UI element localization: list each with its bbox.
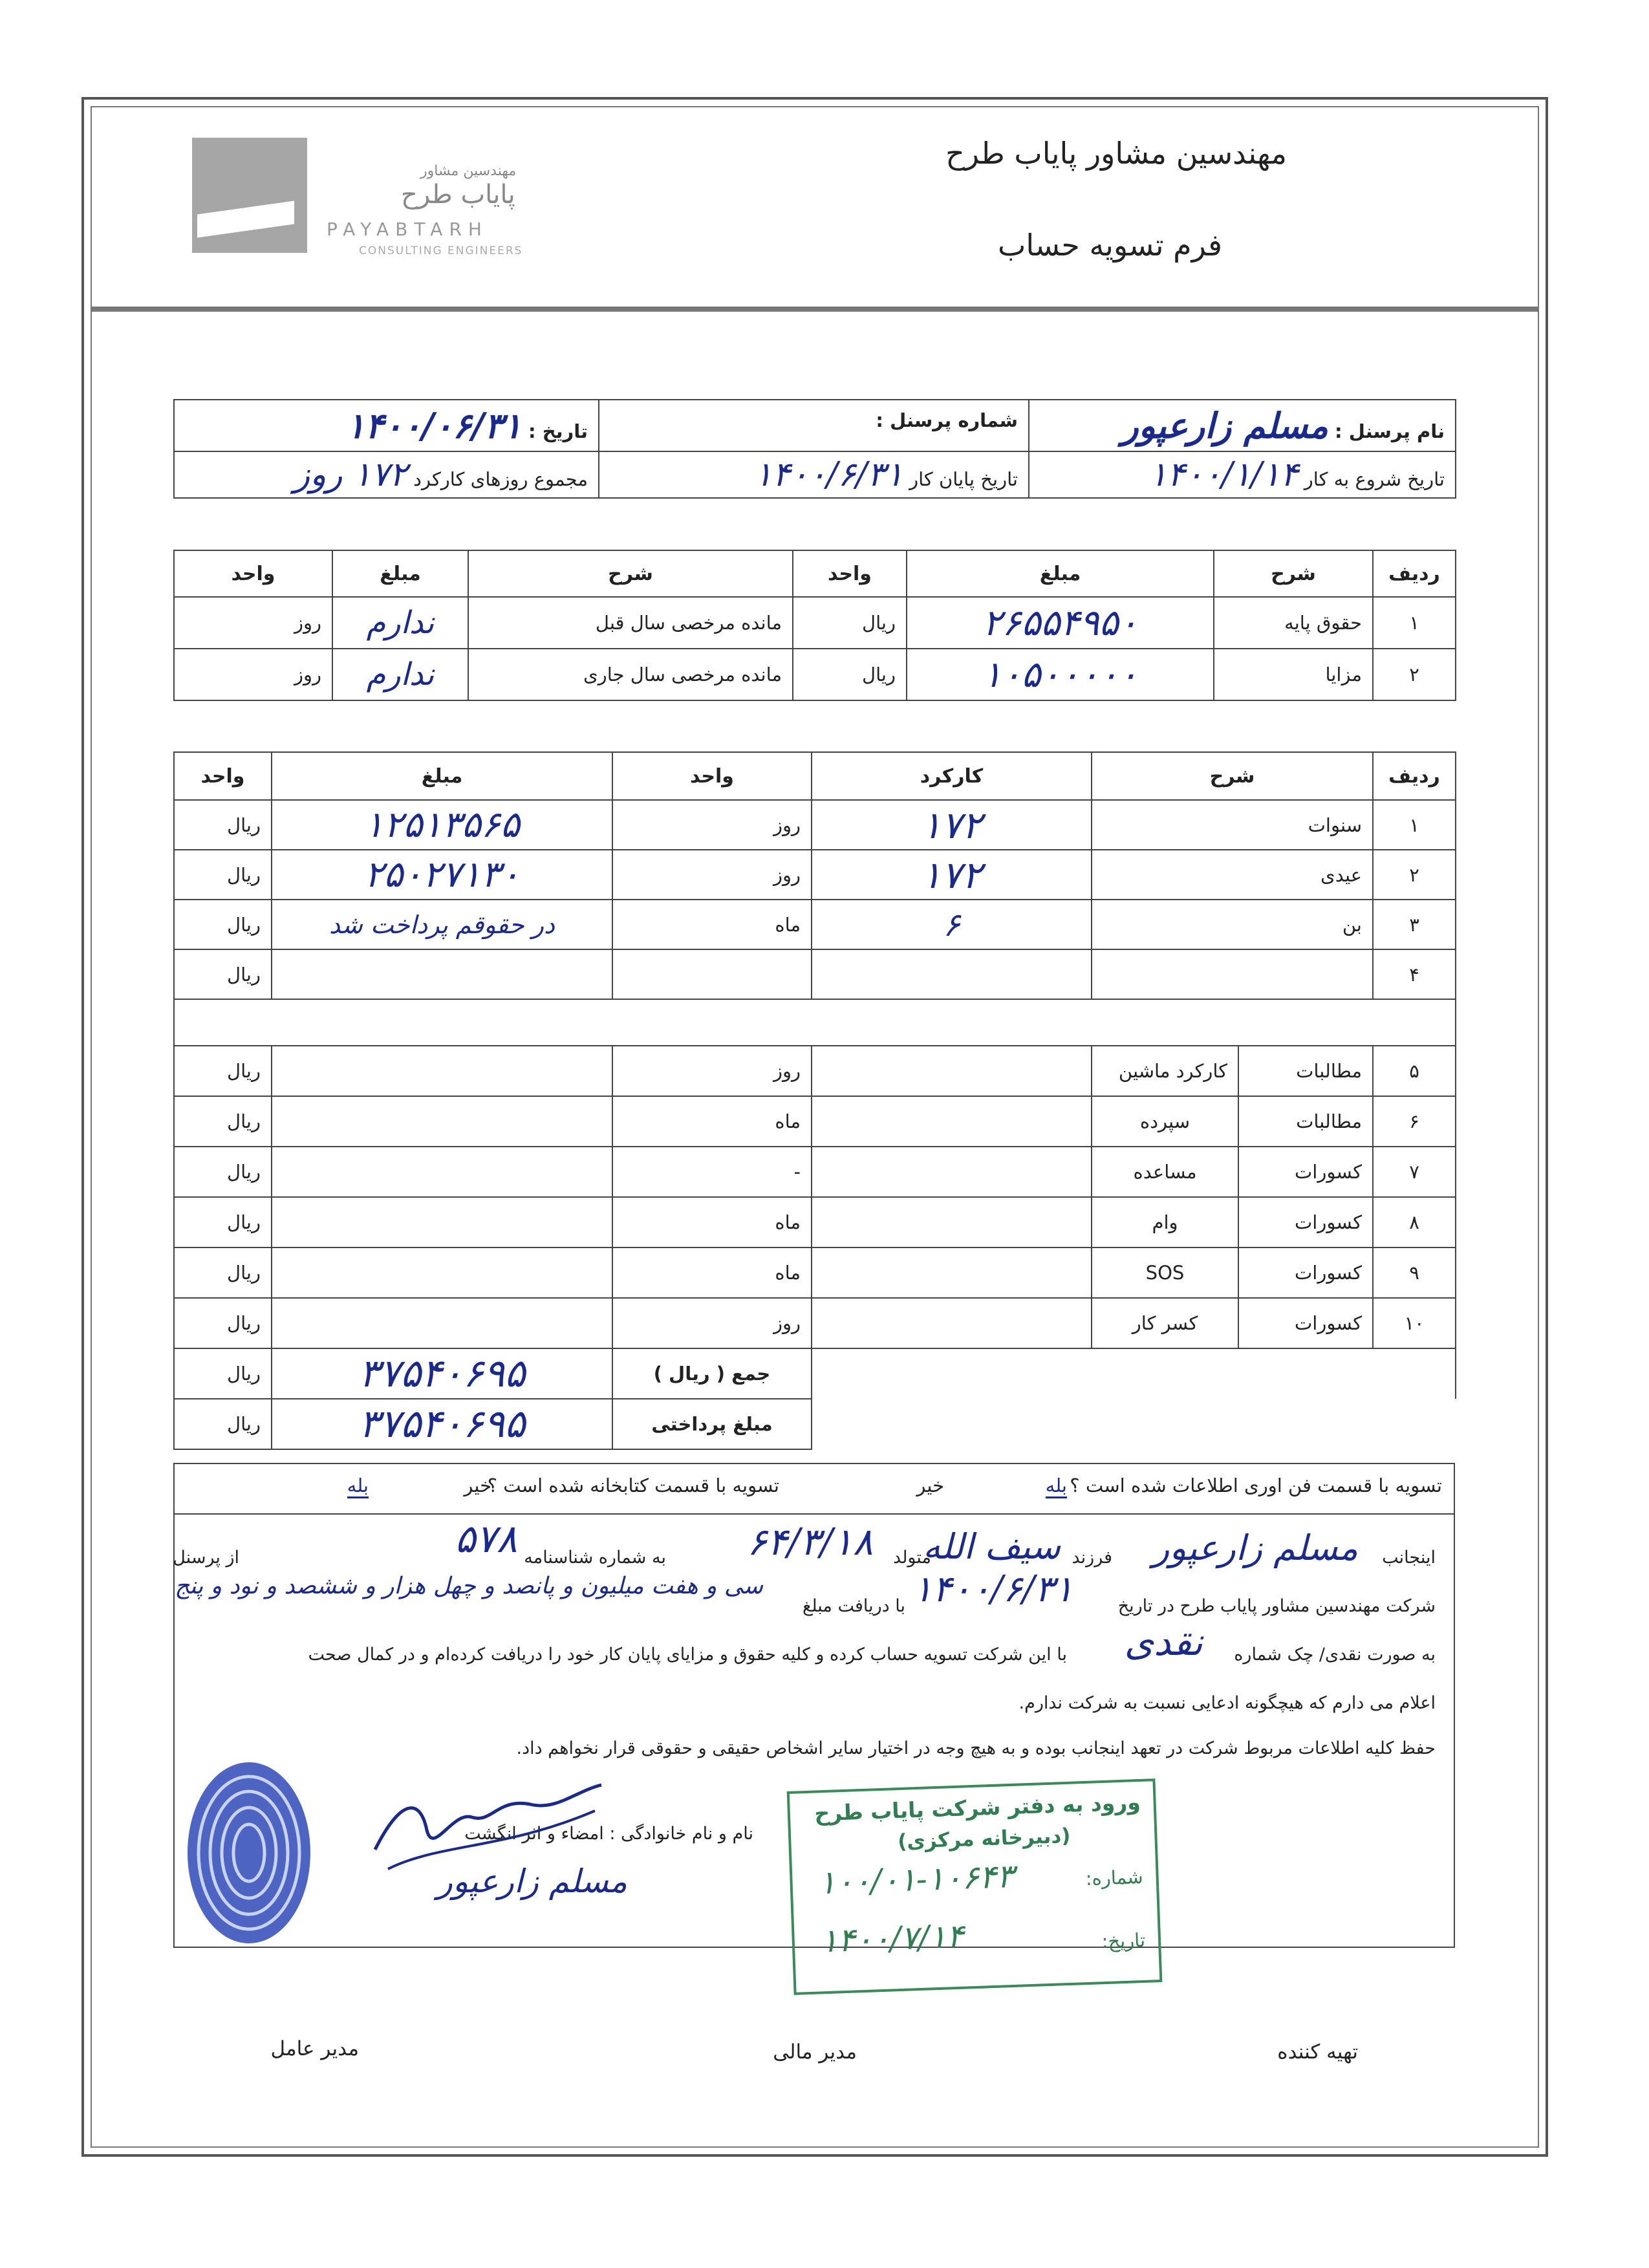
company-name: مهندسین مشاور پایاب طرح [945, 136, 1287, 171]
row-amount [272, 1046, 612, 1096]
row-desc: وام [1092, 1197, 1238, 1247]
row-unit-2: ریال [174, 1298, 272, 1348]
col-header-unit-2: واحد [174, 550, 332, 597]
table-row [174, 1298, 1456, 1348]
row-number: ۱۰ [1373, 1298, 1456, 1348]
father-name-handwritten: سیف الله [923, 1526, 1061, 1567]
start-date-cell [1029, 451, 1456, 498]
date-label: تاریخ : [528, 420, 588, 442]
col-header-amount: مبلغ [907, 550, 1214, 597]
statement-line3-a: به صورت نقدی/ چک شماره [1234, 1645, 1436, 1665]
row-work [812, 1096, 1092, 1147]
employee-name-handwritten: مسلم زارعپور [1152, 1528, 1358, 1568]
row-amount [272, 1197, 612, 1247]
row-work [812, 1197, 1092, 1247]
row-amount: ۱۰۵۰۰۰۰۰ [982, 653, 1138, 696]
row-amount [272, 949, 612, 999]
row-unit: ماه [612, 900, 812, 949]
row-number: ۱ [1373, 597, 1456, 649]
name-label: نام پرسنل : [1335, 420, 1445, 442]
row-unit: ریال [793, 649, 907, 700]
table-row [174, 850, 1456, 900]
row-unit: روز [612, 800, 812, 850]
row-unit-2: ریال [174, 1247, 272, 1298]
total-value: ۳۷۵۴۰۶۹۵ [358, 1351, 526, 1396]
row-unit: ماه [612, 1197, 812, 1247]
row-unit: ماه [612, 1096, 812, 1147]
table-row [174, 900, 1456, 949]
settlement-date-handwritten: ۱۴۰۰/۶/۳۱ [912, 1568, 1073, 1610]
row-unit: ماه [612, 1247, 812, 1298]
signature-label: نام و نام خانوادگی : امضاء و اثر انگشت [464, 1824, 753, 1844]
library-clearance-yes: بله [347, 1474, 369, 1498]
row-desc: مزایا [1214, 649, 1373, 700]
row-unit-2: روز [174, 649, 332, 700]
library-clearance-no: خیر [464, 1474, 491, 1496]
end-date-cell [599, 451, 1029, 498]
row-unit [612, 949, 812, 999]
row-desc: بن [1092, 900, 1373, 949]
row-desc: سنوات [1092, 800, 1373, 850]
personnel-info-table [173, 399, 1456, 499]
row-unit-2: ریال [174, 1197, 272, 1247]
signature-name-handwritten: مسلم زارعپور [436, 1863, 627, 1900]
amount-in-words-handwritten: سی و هفت میلیون و پانصد و چهل هزار و ششصد و نود و پنج [175, 1573, 763, 1599]
work-days-value: ۱۷۲ روز [294, 455, 407, 494]
row-amount: در حقوقم پرداخت شد [329, 910, 555, 939]
row-desc: کارکرد ماشین [1092, 1046, 1238, 1096]
it-clearance-question: تسویه با قسمت فن اوری اطلاعات شده است ؟ [1070, 1474, 1442, 1496]
row-number: ۳ [1373, 900, 1456, 949]
salary-leave-table [173, 550, 1456, 701]
header-section [91, 106, 1539, 312]
row-work [812, 949, 1092, 999]
row-category: مطالبات [1238, 1096, 1373, 1147]
row-unit-2: روز [174, 597, 332, 649]
row-unit: روز [612, 1046, 812, 1096]
start-date-label: تاریخ شروع به کار [1304, 468, 1445, 490]
table-row [174, 1247, 1456, 1298]
statement-line1-b: فرزند [1072, 1548, 1112, 1568]
row-unit-2: ریال [174, 900, 272, 949]
row-number: ۴ [1373, 949, 1456, 999]
id-number-handwritten: ۵۷۸ [455, 1517, 517, 1562]
row-desc: کسر کار [1092, 1298, 1238, 1348]
col-header-amount: مبلغ [272, 752, 612, 800]
personnel-number-label: شماره پرسنل : [876, 409, 1018, 431]
table-row [174, 1046, 1456, 1096]
row-unit: - [612, 1147, 812, 1197]
stamp-date-label: تاریخ: [1101, 1928, 1146, 1953]
paid-label: مبلغ پرداختی [612, 1399, 812, 1449]
work-days-cell [174, 451, 599, 498]
row-desc-2: مانده مرخصی سال قبل [468, 597, 793, 649]
statement-line2-a: شرکت مهندسین مشاور پایاب طرح در تاریخ [1117, 1596, 1436, 1616]
row-amount: ۲۶۵۵۴۹۵۰ [982, 601, 1138, 644]
row-category: کسورات [1238, 1247, 1373, 1298]
name-cell [1029, 400, 1456, 451]
personnel-number-cell [599, 400, 1029, 451]
col-header-unit-2: واحد [174, 752, 272, 800]
name-value: مسلم زارعپور [1121, 405, 1328, 446]
company-logo-icon [192, 138, 307, 253]
work-days-label: مجموع روزهای کارکرد [413, 468, 588, 490]
stamp-number-label: شماره: [1085, 1865, 1144, 1890]
col-header-work: کارکرد [812, 752, 1092, 800]
stamp-number-value: ۱۰۰/۰۱-۱۰۶۴۳ [817, 1857, 1015, 1902]
col-header-unit: واحد [612, 752, 812, 800]
row-desc-2: مانده مرخصی سال جاری [468, 649, 793, 700]
signature-scribble-icon [362, 1772, 608, 1888]
row-work [812, 1046, 1092, 1096]
row-unit-2: ریال [174, 1096, 272, 1147]
registry-stamp [787, 1778, 1163, 1995]
stamp-line2: (دبیرخانه مرکزی) [897, 1824, 1071, 1854]
table-row [174, 597, 1456, 649]
row-amount-2: ندارم [366, 605, 435, 641]
library-clearance-question: تسویه با قسمت کتابخانه شده است ؟ [487, 1474, 779, 1496]
row-work: ۱۷۲ [921, 852, 982, 897]
logo-subtitle: مهندسین مشاور [420, 163, 517, 179]
row-unit-2: ریال [174, 949, 272, 999]
table-row-spacer [174, 999, 1456, 1046]
row-unit-2: ریال [174, 850, 272, 900]
row-work: ۱۷۲ [921, 803, 982, 847]
statement-line1-c: متولد [893, 1548, 931, 1568]
stamp-date-value: ۱۴۰۰/۷/۱۴ [819, 1917, 965, 1960]
col-header-desc: شرح [1092, 752, 1373, 800]
col-header-desc-2: شرح [468, 550, 793, 597]
statement-line5: حفظ کلیه اطلاعات مربوط شرکت در تعهد اینجانب بوده و به هیچ وجه در اختیار سایر اشخاص حقیقی و حقوقی قرار نخواهم داد. [516, 1738, 1436, 1758]
col-header-row: ردیف [1373, 752, 1456, 800]
settlement-table [173, 751, 1456, 1450]
statement-line2-b: با دریافت مبلغ [802, 1596, 905, 1616]
end-date-label: تاریخ پایان کار [909, 468, 1018, 490]
table-row [174, 949, 1456, 999]
statement-line1-a: اینجانب [1382, 1548, 1436, 1568]
row-unit: ریال [793, 597, 907, 649]
row-number: ۲ [1373, 649, 1456, 700]
table-row [174, 800, 1456, 850]
row-amount [272, 1147, 612, 1197]
row-desc: SOS [1092, 1247, 1238, 1298]
row-unit: روز [612, 1298, 812, 1348]
col-header-unit: واحد [793, 550, 907, 597]
total-row [174, 1348, 1456, 1399]
row-unit: روز [612, 850, 812, 900]
fingerprint-icon [184, 1759, 314, 1947]
statement-line1-e: از پرسنل [173, 1548, 239, 1568]
logo-english-subtitle: CONSULTING ENGINEERS [359, 244, 523, 257]
ceo-label: مدیر عامل [270, 2037, 359, 2060]
row-desc: عیدی [1092, 850, 1373, 900]
row-work [812, 1147, 1092, 1197]
it-clearance-no: خیر [916, 1474, 944, 1496]
row-amount [272, 1298, 612, 1348]
row-desc: مساعده [1092, 1147, 1238, 1197]
row-amount: ۱۲۵۱۳۵۶۵ [364, 804, 520, 846]
date-cell [174, 400, 599, 451]
payment-method-handwritten: نقدی [1124, 1620, 1203, 1664]
start-date-value: ۱۴۰۰/۱/۱۴ [1149, 455, 1299, 494]
paid-row [174, 1399, 1456, 1449]
it-clearance-yes: بله [1046, 1474, 1067, 1498]
row-category: کسورات [1238, 1298, 1373, 1348]
row-category: کسورات [1238, 1197, 1373, 1247]
row-amount [272, 1096, 612, 1147]
row-unit-2: ریال [174, 1147, 272, 1197]
table-row [174, 1197, 1456, 1247]
paid-value: ۳۷۵۴۰۶۹۵ [358, 1401, 526, 1447]
stamp-line1: ورود به دفتر شرکت پایاب طرح [814, 1789, 1141, 1826]
statement-line4: اعلام می دارم که هیچگونه ادعایی نسبت به شرکت ندارم. [1018, 1693, 1436, 1713]
row-number: ۸ [1373, 1197, 1456, 1247]
row-desc: حقوق پایه [1214, 597, 1373, 649]
row-amount-2: ندارم [366, 656, 435, 693]
date-value: ۱۴۰۰/۰۶/۳۱ [346, 405, 522, 446]
row-category: کسورات [1238, 1147, 1373, 1197]
row-unit-2: ریال [174, 1046, 272, 1096]
row-unit-2: ریال [174, 800, 272, 850]
statement-line3-b: با این شرکت تسویه حساب کرده و کلیه حقوق و مزایای پایان کار خود را دریافت کرده‌ام و در کمال صحت [308, 1645, 1067, 1665]
row-category: مطالبات [1238, 1046, 1373, 1096]
col-header-row: ردیف [1373, 550, 1456, 597]
row-amount [272, 1247, 612, 1298]
row-work: ۶ [943, 905, 960, 944]
logo-english-name: PAYABTARH [327, 219, 488, 240]
row-number: ۱ [1373, 800, 1456, 850]
total-unit: ریال [174, 1348, 272, 1399]
logo-persian-name: پایاب طرح [401, 180, 515, 210]
table-row [174, 1147, 1456, 1197]
birth-date-handwritten: ۶۴/۳/۱۸ [747, 1520, 873, 1564]
row-work [812, 1298, 1092, 1348]
row-number: ۵ [1373, 1046, 1456, 1096]
row-number: ۶ [1373, 1096, 1456, 1147]
row-amount: ۲۵۰۲۷۱۳۰ [364, 854, 520, 896]
row-desc: سپرده [1092, 1096, 1238, 1147]
row-desc [1092, 949, 1373, 999]
finance-manager-label: مدیر مالی [773, 2040, 857, 2064]
paid-unit: ریال [174, 1399, 272, 1449]
col-header-amount-2: مبلغ [332, 550, 468, 597]
row-work [812, 1247, 1092, 1298]
col-header-desc: شرح [1214, 550, 1373, 597]
form-title: فرم تسویه حساب [998, 228, 1222, 263]
table-row [174, 1096, 1456, 1147]
total-label: جمع ( ریال ) [612, 1348, 812, 1399]
preparer-label: تهیه کننده [1277, 2040, 1358, 2064]
row-number: ۹ [1373, 1247, 1456, 1298]
statement-line1-d: به شماره شناسنامه [524, 1548, 666, 1568]
end-date-value: ۱۴۰۰/۶/۳۱ [754, 455, 903, 494]
table-row [174, 649, 1456, 700]
row-number: ۲ [1373, 850, 1456, 900]
row-number: ۷ [1373, 1147, 1456, 1197]
